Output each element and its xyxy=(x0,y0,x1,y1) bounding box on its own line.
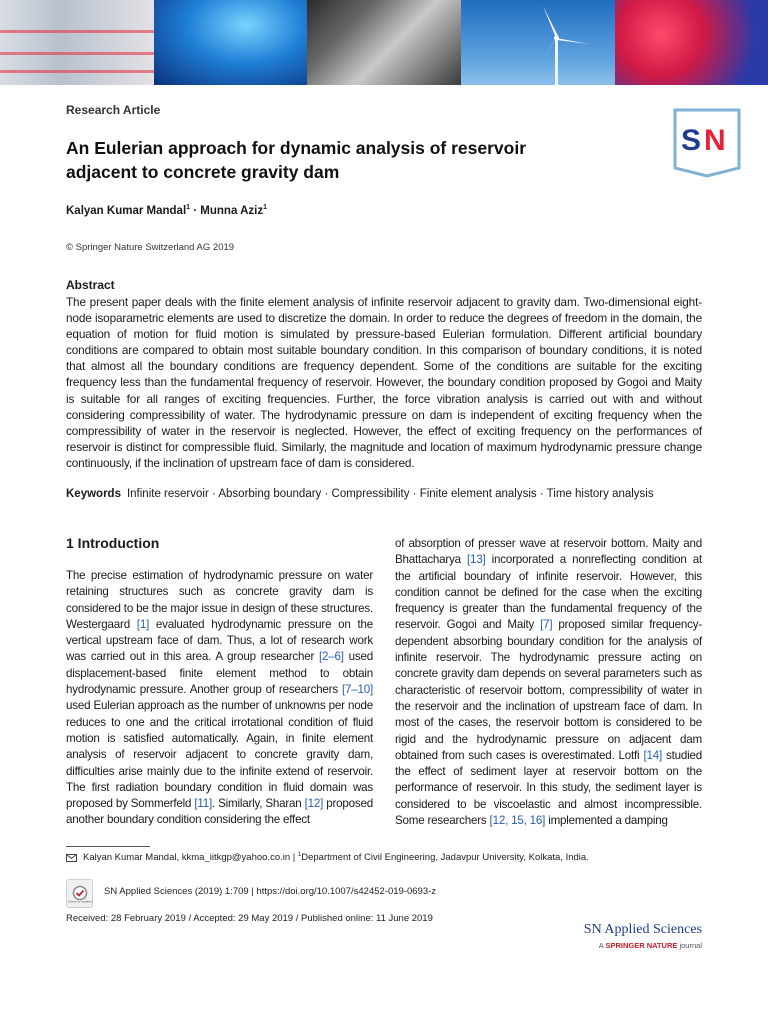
keywords-list: Infinite reservoir · Absorbing boundary · Compressibility · Finite element analysis · Time history analysis xyxy=(126,488,654,500)
banner-image-water xyxy=(154,0,308,85)
correspondence-footnote xyxy=(66,852,589,863)
body-text: used Eulerian approach as the number of unknowns per node reduces to one and the critical irrotational condition of fluid motion is satisfied automatically. Again, in finite element analysis of reservoir adjacent to concrete gravity dam, difficulties arise mainly due to the infinite extend of reservoir. The first radiation boundary condition in fluid domain was proposed by Sommerfeld xyxy=(66,699,373,811)
body-text: studied the effect of sediment layer at reservoir bottom on the performance of reservoir. In this study, the sediment layer is considered to be viscoelastic and almost incompressible. Some researchers xyxy=(395,748,702,828)
publisher-prefix: A xyxy=(598,941,606,950)
keywords xyxy=(66,488,706,500)
sn-logo xyxy=(673,108,741,178)
body-text: . Similarly, Sharan xyxy=(212,797,305,811)
header-banner xyxy=(0,0,768,85)
svg-text:N: N xyxy=(704,124,726,157)
affiliation-mark: 1 xyxy=(297,852,302,858)
svg-text:S: S xyxy=(681,124,702,157)
body-text: of absorption of presser wave at reservoir bottom. Maity and Bhattacharya xyxy=(395,537,702,567)
body-column-left xyxy=(66,568,373,829)
copyright-notice: © Springer Nature Switzerland AG 2019 xyxy=(66,242,235,253)
citation-link[interactable]: [2–6] xyxy=(318,650,344,664)
body-text: proposed similar frequency-dependent absorbing boundary condition for the analysis of infinite reservoir. The hydrodynamic pressure acting on concrete gravity dam depends on several parameters such as characteristic of reservoir bottom, compressibility of water in the reservoir and the inclination of upstream face of dam. In most of the cases, the reservoir bottom is considered to be rigid and the hydrodynamic pressure on adjacent dam obtained from such cases is overestimated. Lotfi xyxy=(395,618,702,762)
citation-link[interactable]: [7] xyxy=(540,618,553,632)
banner-image-lab xyxy=(0,0,154,85)
citation-link[interactable]: [13] xyxy=(467,553,486,567)
body-text: incorporated a nonreflecting condition at the artificial boundary of infinite reservoir. However, this condition cannot be defined for the case when the exciting frequency is greater than the fundamental frequency of the reservoir. Gogoi and Maity xyxy=(395,553,702,632)
springer-nature-brand: SPRINGER NATURE xyxy=(605,941,678,950)
body-text: proposed another boundary condition considering the effect xyxy=(66,797,373,827)
citation-link[interactable]: [7–10] xyxy=(341,683,373,697)
citation-link[interactable]: [1] xyxy=(136,617,150,631)
check-for-updates-button[interactable] xyxy=(66,879,93,908)
body-column-right xyxy=(395,536,702,829)
abstract-text: The present paper deals with the finite element analysis of infinite reservoir adjacent to gravity dam. Two-dimensional eight-node isoparametric elements are used to discretize the domain. In order to reduce the degrees of freedom in the domain, the equation of motion for fluid motion is simulated by pressure-based Eulerian formulation. Different artificial boundary conditions are compared to obtain most suitable boundary condition. In this comparison of boundary conditions, it is noted that almost all the boundary conditions are frequency dependent. Some of the conditions are suitable for the exciting frequency less than the fundamental frequency of reservoir. However, the boundary condition proposed by Gogoi and Maity is suitable for all ranges of exciting frequencies. Further, the force vibration analysis is carried out with and without considering compressibility of water. The hydrodynamic pressure on dam is independent of exciting frequency when the compressibility of water in the reservoir is neglected. However, the effect of exciting frequency on the performances of reservoir is distinct for compressible fluid. Similarly, the magnitude and location of maximum hydrodynamic pressure change continuously, if the inclination of upstream face of dam is considered. xyxy=(66,295,702,470)
publication-dates: Received: 28 February 2019 / Accepted: 29 May 2019 / Published online: 11 June 2019 xyxy=(66,913,433,924)
author-separator: · xyxy=(190,204,201,217)
author-affiliation-mark: 1 xyxy=(186,204,191,211)
check-for-updates-label: Check for updates xyxy=(67,899,92,903)
author-name: Munna Aziz xyxy=(200,204,264,217)
publisher-suffix: journal xyxy=(677,941,702,950)
paper-title: An Eulerian approach for dynamic analysis of reservoir adjacent to concrete gravity dam xyxy=(66,138,527,182)
keywords-label: Keywords xyxy=(66,488,121,500)
correspondence-email[interactable]: Kalyan Kumar Mandal, kkma_iitkgp@yahoo.co.in | xyxy=(83,852,298,864)
author-name: Kalyan Kumar Mandal xyxy=(66,204,187,217)
body-text: used displacement-based finite element method to obtain hydrodynamic pressure. Another group of researchers xyxy=(66,650,373,697)
citation-link[interactable]: [12] xyxy=(304,797,324,811)
citation-link[interactable]: [11] xyxy=(194,797,213,811)
citation-link[interactable]: [14] xyxy=(643,748,662,762)
abstract-heading: Abstract xyxy=(66,278,115,292)
affiliation-text: Department of Civil Engineering, Jadavpur University, Kolkata, India. xyxy=(301,852,589,864)
journal-name: SN Applied Sciences xyxy=(583,922,702,937)
footnote-divider xyxy=(66,846,150,847)
banner-image-machinery xyxy=(307,0,461,85)
article-type: Research Article xyxy=(66,103,161,117)
envelope-icon xyxy=(66,854,77,862)
section-heading-introduction: 1 Introduction xyxy=(66,535,160,551)
wind-turbine-icon xyxy=(461,0,615,85)
body-text: evaluated hydrodynamic pressure on the vertical upstream face of dam. Thus, a lot of research work was carried out in this area. A group researcher xyxy=(66,617,373,664)
journal-publisher-line xyxy=(599,941,702,950)
citation-link[interactable]: [12, 15, 16] xyxy=(489,814,546,828)
author-affiliation-mark: 1 xyxy=(263,204,268,211)
banner-image-cells xyxy=(615,0,768,85)
banner-image-wind-turbine xyxy=(461,0,615,85)
check-for-updates-icon xyxy=(67,885,92,903)
author-list xyxy=(66,204,267,217)
doi-line[interactable]: SN Applied Sciences (2019) 1:709 | https://doi.org/10.1007/s42452-019-0693-z xyxy=(104,886,437,897)
body-text: implemented a damping xyxy=(545,814,668,828)
body-text: The precise estimation of hydrodynamic pressure on water retaining structures such as concrete gravity dam is considered to be the major issue in design of these structures. Westergaard xyxy=(66,569,373,631)
